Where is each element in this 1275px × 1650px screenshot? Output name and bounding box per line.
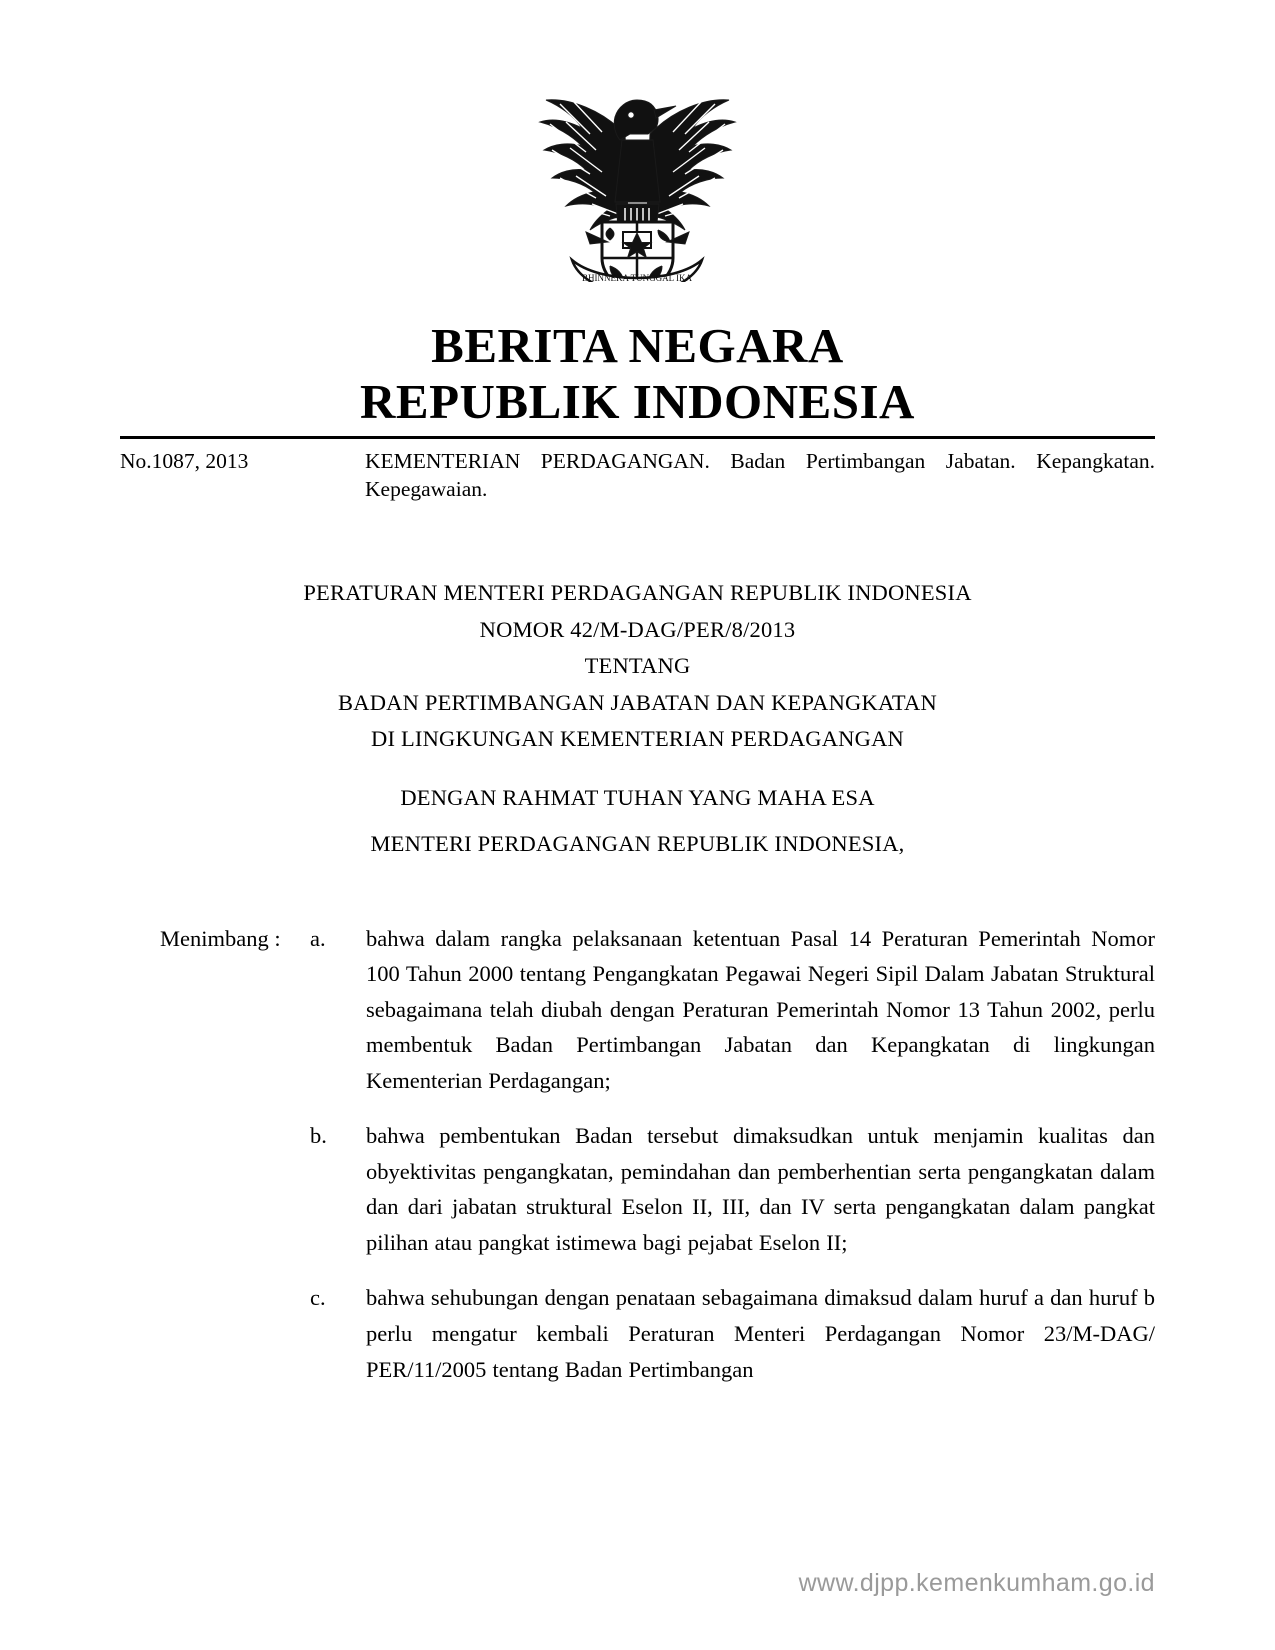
consideration-item [120,1118,1155,1260]
consideration-letter: c. [310,1285,326,1311]
considerations-label: Menimbang : [160,925,281,951]
consideration-text: bahwa sehubungan dengan penataan sebagaimana dimaksud dalam huruf a dan huruf b perlu mengatur kembali Peraturan Menteri Perdagangan Nomor 23/M-DAG/ PER/11/2005 tentang Badan Pertimbangan [366,1285,1155,1382]
regulation-blessing: DENGAN RAHMAT TUHAN YANG MAHA ESA [400,784,875,810]
masthead-line-1: BERITA NEGARA [431,318,844,373]
consideration-text: bahwa pembentukan Badan tersebut dimaksudkan untuk menjamin kualitas dan obyektivitas pengangkatan, pemindahan dan pemberhentian serta pengangkatan dalam dan dari jabatan struktural Eselon II, III, dan IV serta pengangkatan dalam pangkat pilihan atau pangkat istimewa bagi pejabat Eselon II; [366,1123,1155,1255]
consideration-item [120,921,1155,1099]
gazette-subject: KEMENTERIAN PERDAGANGAN. Badan Pertimbangan Jabatan. Kepangkatan. Kepegawaian. [365,448,1155,502]
footer-watermark: www.djpp.kemenkumham.go.id [798,1569,1155,1597]
masthead [120,318,1155,439]
gazette-header [120,447,1155,504]
regulation-subject-line-1: BADAN PERTIMBANGAN JABATAN DAN KEPANGKATAN [338,689,937,715]
title-spacer-1 [120,758,1155,780]
consideration-text: bahwa dalam rangka pelaksanaan ketentuan Pasal 14 Peraturan Pemerintah Nomor 100 Tahun 2000 tentang Pengangkatan Pegawai Negeri Sipil Dalam Jabatan Struktural sebagaimana telah diubah dengan Peraturan Pemerintah Nomor 13 Tahun 2002, perlu membentuk Badan Pertimbangan Jabatan dan Kepangkatan di lingkungan Kementerian Perdagangan; [366,925,1155,1093]
consideration-item [120,1280,1155,1387]
regulation-subject-line-2: DI LINGKUNGAN KEMENTERIAN PERDAGANGAN [371,726,904,752]
regulation-number: NOMOR 42/M-DAG/PER/8/2013 [479,616,796,642]
regulation-tentang: TENTANG [584,653,691,679]
emblem-container [120,82,1155,292]
title-spacer-2 [120,816,1155,826]
consideration-letter: a. [310,925,326,951]
gazette-number: No.1087, 2013 [120,448,249,473]
masthead-divider [120,436,1155,439]
svg-text:BHINNEKA TUNGGAL IKA: BHINNEKA TUNGGAL IKA [582,273,692,282]
regulation-title-block [120,575,1155,862]
regulation-title-line-1: PERATURAN MENTERI PERDAGANGAN REPUBLIK INDONESIA [303,580,972,606]
regulation-issuer: MENTERI PERDAGANGAN REPUBLIK INDONESIA, [370,831,905,857]
considerations-section [120,921,1155,1388]
consideration-letter: b. [310,1123,327,1149]
garuda-pancasila-emblem [530,82,745,282]
masthead-line-2: REPUBLIK INDONESIA [360,373,915,429]
